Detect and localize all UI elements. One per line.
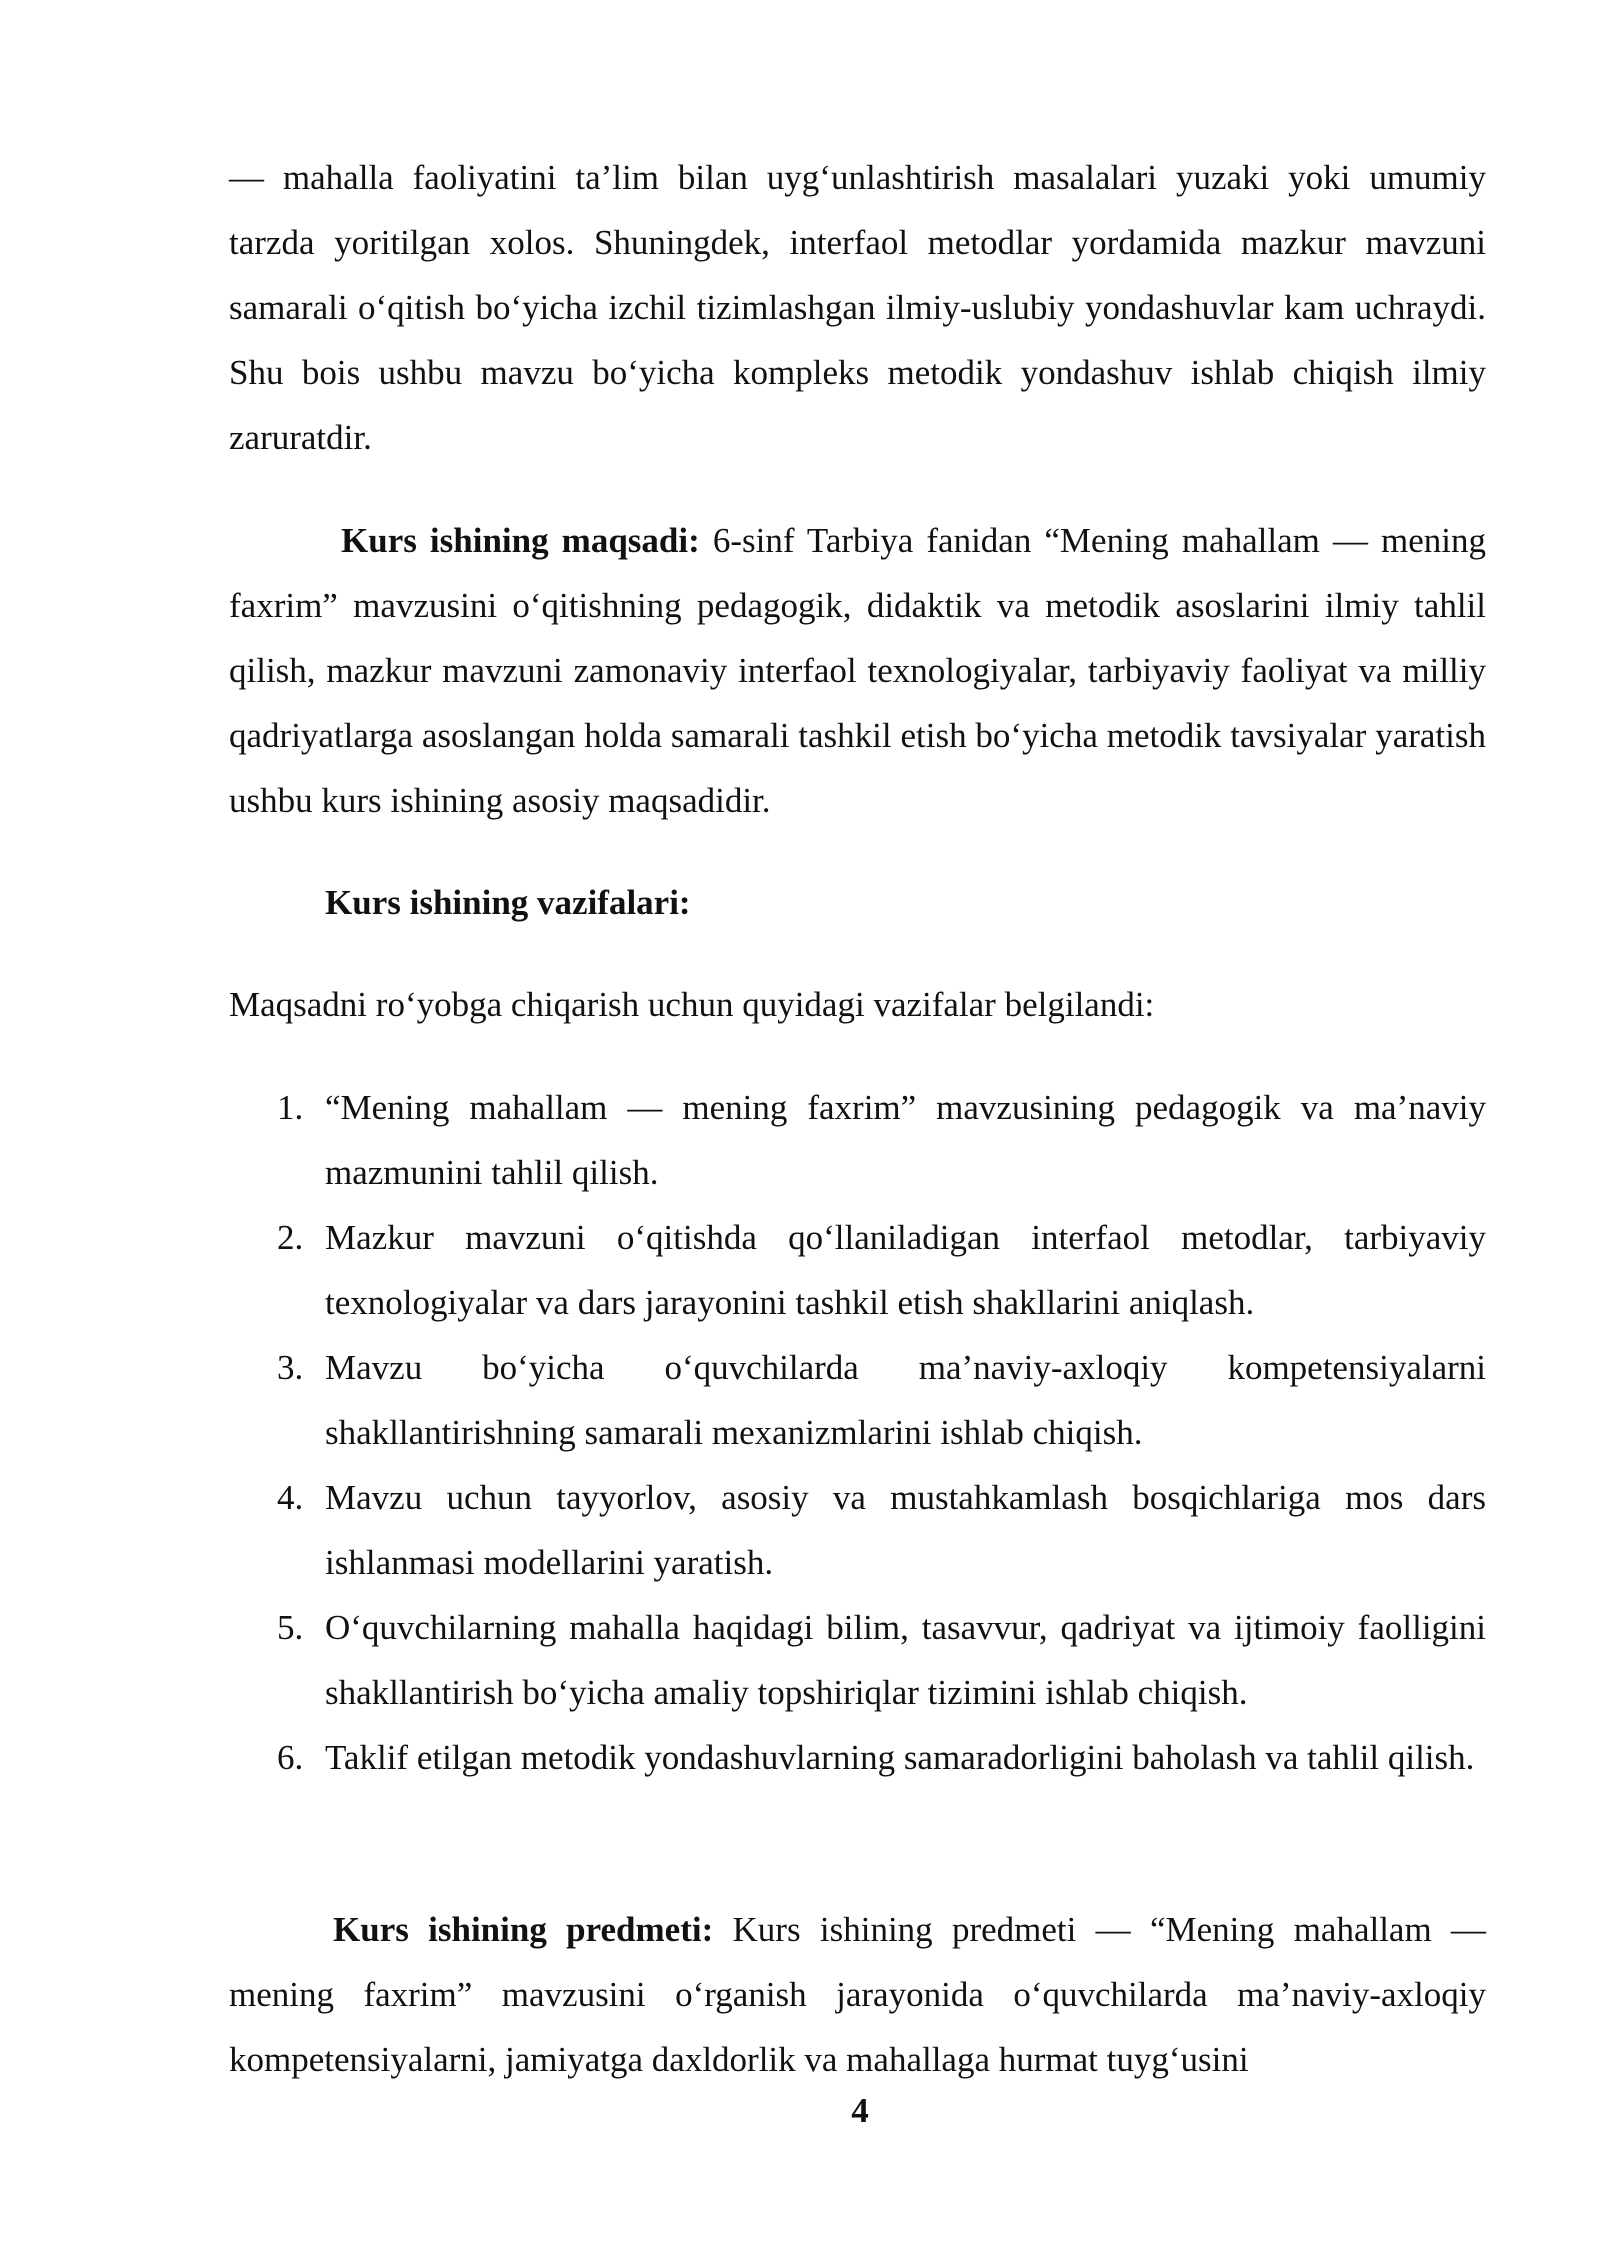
list-item [229, 1595, 1486, 1725]
subject-heading: Kurs ishining predmeti: [333, 1910, 714, 1949]
page-number: 4 [851, 2091, 869, 2130]
list-item-text: Mavzu uchun tayyorlov, asosiy va mustahkamlash bosqichlariga mos dars ishlanmasi modellarini yaratish. [325, 1478, 1486, 1582]
list-item [229, 1075, 1486, 1205]
list-item-text: Mazkur mavzuni o‘qitishda qo‘llaniladigan interfaol metodlar, tarbiyaviy texnologiyalar va dars jarayonini tashkil etish shakllarini aniqlash. [325, 1218, 1486, 1322]
list-item-number: 5. [277, 1608, 304, 1647]
list-item-number: 2. [277, 1218, 304, 1257]
list-item [229, 1335, 1486, 1465]
list-item-text: Mavzu bo‘yicha o‘quvchilarda ma’naviy-axloqiy kompetensiyalarni shakllantirishning samarali mexanizmlarini ishlab chiqish. [325, 1348, 1486, 1452]
goal-heading: Kurs ishining maqsadi: [341, 521, 700, 560]
subject-text: Kurs ishining predmeti — “Mening mahallam — mening faxrim” mavzusini o‘rganish jarayonida o‘quvchilarda ma’naviy-axloqiy kompetensiyalarni, jamiyatga daxldorlik va mahallaga hurmat tuyg‘usini [229, 1910, 1486, 2079]
list-item-number: 1. [277, 1088, 304, 1127]
list-item-number: 4. [277, 1478, 304, 1517]
goal-text: 6-sinf Tarbiya fanidan “Mening mahallam — mening faxrim” mavzusini o‘qitishning pedagogik, didaktik va metodik asoslarini ilmiy tahlil qilish, mazkur mavzuni zamonaviy interfaol texnologiyalar, tarbiyaviy faoliyat va milliy qadriyatlarga asoslangan holda samarali tashkil etish bo‘yicha metodik tavsiyalar yaratish ushbu kurs ishining asosiy maqsadidir. [229, 521, 1486, 820]
paragraph-goal [229, 508, 1486, 833]
tasks-heading: Kurs ishining vazifalari: [325, 883, 691, 922]
list-item-text: O‘quvchilarning mahalla haqidagi bilim, tasavvur, qadriyat va ijtimoiy faolligini shakllantirish bo‘yicha amaliy topshiriqlar tizimini ishlab chiqish. [325, 1608, 1486, 1712]
list-item-number: 6. [277, 1738, 304, 1777]
tasks-list [229, 1075, 1486, 1790]
list-item-text: “Mening mahallam — mening faxrim” mavzusining pedagogik va ma’naviy mazmunini tahlil qilish. [325, 1088, 1486, 1192]
list-item [229, 1725, 1486, 1790]
tasks-intro: Maqsadni ro‘yobga chiqarish uchun quyidagi vazifalar belgilandi: [229, 985, 1155, 1024]
list-item [229, 1465, 1486, 1595]
list-item-text: Taklif etilgan metodik yondashuvlarning samaradorligini baholash va tahlil qilish. [325, 1738, 1475, 1777]
list-item-number: 3. [277, 1348, 304, 1387]
paragraph-subject [229, 1897, 1486, 2092]
list-item [229, 1205, 1486, 1335]
paragraph-intro: — mahalla faoliyatini ta’lim bilan uyg‘unlashtirish masalalari yuzaki yoki umumiy tarzda yoritilgan xolos. Shuningdek, interfaol metodlar yordamida mazkur mavzuni samarali o‘qitish bo‘yicha izchil tizimlashgan ilmiy-uslubiy yondashuvlar kam uchraydi. Shu bois ushbu mavzu bo‘yicha kompleks metodik yondashuv ishlab chiqish ilmiy zaruratdir. [229, 158, 1486, 457]
